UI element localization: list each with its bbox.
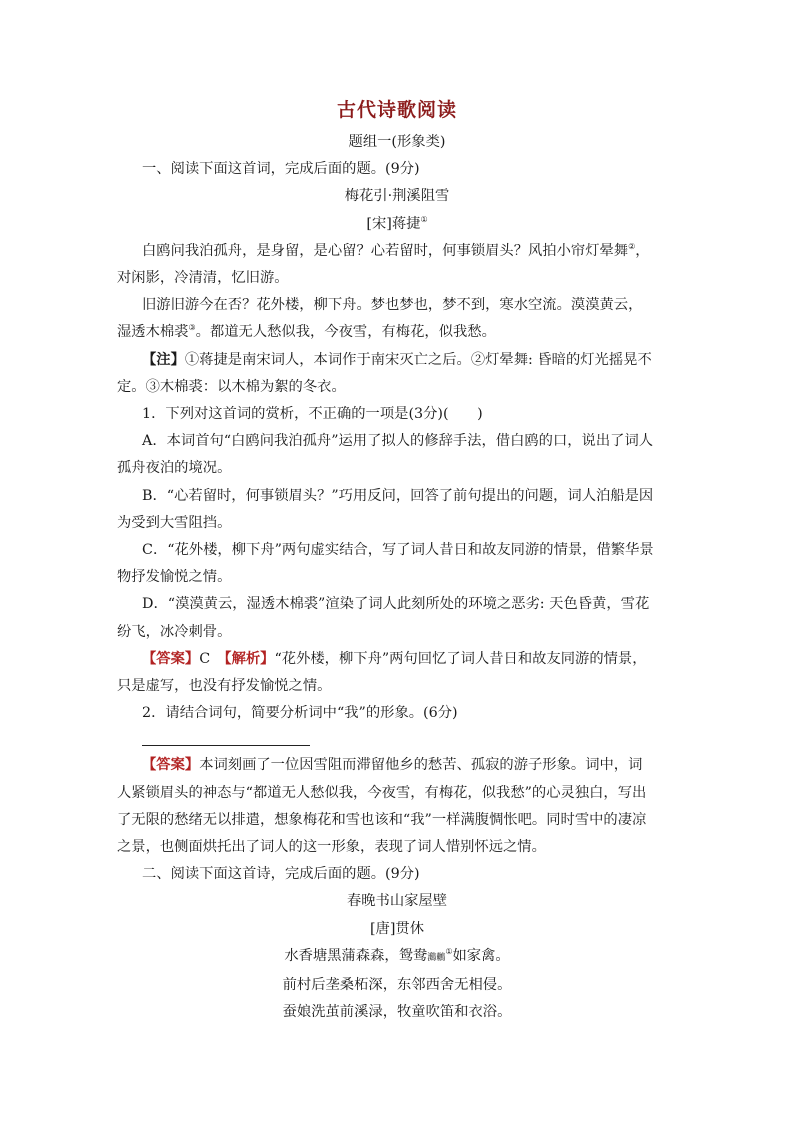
poem1-title: 梅花引·荆溪阻雪 <box>344 188 450 205</box>
poem1-notes: 【注】①蒋捷是南宋词人，本词作于南宋灭亡之后。②灯晕舞: 昏暗的灯光摇晃不定。③木棉裘：以木棉为絮的冬衣。 <box>117 351 652 395</box>
content-body <box>0 129 794 1027</box>
answer-value: C <box>199 650 225 667</box>
poem2-line3: 蚕娘洗茧前溪渌，牧童吹笛和衣浴。 <box>282 1004 512 1021</box>
question1-2: 2．请结合词句，简要分析词中“我”的形象。(6分) <box>142 705 458 722</box>
page-title: 古代诗歌阅读 <box>336 99 457 121</box>
group-heading: 题组一(形象类) <box>348 134 446 150</box>
poem2-line2: 前村后垄桑柘深，东邻西舍无相侵。 <box>282 977 512 994</box>
footnote-mark: ① <box>420 214 428 224</box>
option-d: D．“漠漠黄云，湿透木棉裘”渲染了词人此刻所处的环境之恶劣: 天色昏黄，雪花纷飞，冰冷刺骨。 <box>117 596 650 640</box>
poem1-author: [宋]蒋捷① <box>366 214 428 232</box>
question2-intro: 二、阅读下面这首诗，完成后面的题。(9分) <box>142 866 420 883</box>
question1-1: 1．下列对这首词的赏析，不正确的一项是(3分)( ) <box>142 406 483 423</box>
answer2: 【答案】本词刻画了一位因雪阻而滞留他乡的愁苦、孤寂的游子形象。词中，词人紧锁眉头的神态与“都道无人愁似我，今夜雪，有梅花，似我愁”的心灵独白，写出了无限的愁绪无以排遣，想象梅花和雪也该和“我”一样满腹惆怅吧。同时雪中的凄凉之景，也侧面烘托出了词人的这一形象，表现了词人惜别怀远之情。 <box>117 757 647 856</box>
poem2-line1: 水香塘黑蒲森森，鸳鸯鸂鶒①如家禽。 <box>284 947 510 964</box>
poem2-title: 春晚书山家屋壁 <box>346 893 448 910</box>
poem2-author: [唐]贯休 <box>369 920 425 937</box>
option-b: B．“心若留时，何事锁眉头？”巧用反问，回答了前句提出的问题，词人泊船是因为受到大雪阻挡。 <box>117 487 654 531</box>
answer1: 【答案】C 【解析】“花外楼，柳下舟”两句回忆了词人昔日和故友同游的情景，只是虚写，也没有抒发愉悦之情。 <box>117 650 647 695</box>
poem1-stanza2: 旧游旧游今在否？花外楼，柳下舟。梦也梦也，梦不到，寒水空流。漠漠黄云，湿透木棉裘③。都道无人愁似我，今夜雪，有梅花，似我愁。 <box>117 297 643 341</box>
answer-label: 【答案】 <box>142 650 200 667</box>
answer-label: 【答案】 <box>142 757 200 774</box>
footnote-mark: ② <box>628 242 636 252</box>
poem1-stanza1: 白鸥问我泊孤舟，是身留，是心留？心若留时，何事锁眉头？风拍小帘灯晕舞②，对闲影，冷清清，忆旧游。 <box>117 242 650 287</box>
notes-label: 【注】 <box>142 351 185 368</box>
option-c: C．“花外楼，柳下舟”两句虚实结合，写了词人昔日和故友同游的情景，借繁华景物抒发愉悦之情。 <box>117 542 654 586</box>
question1-intro: 一、阅读下面这首词，完成后面的题。(9分) <box>142 161 420 178</box>
option-a: A．本词首句“白鸥问我泊孤舟”运用了拟人的修辞手法，借白鸥的口，说出了词人孤舟夜泊的境况。 <box>117 433 654 477</box>
answer-blank-line <box>142 745 310 746</box>
footnote-mark: ③ <box>188 323 196 333</box>
footnote-mark: ① <box>445 947 453 957</box>
analysis-label: 【解析】 <box>224 650 275 667</box>
